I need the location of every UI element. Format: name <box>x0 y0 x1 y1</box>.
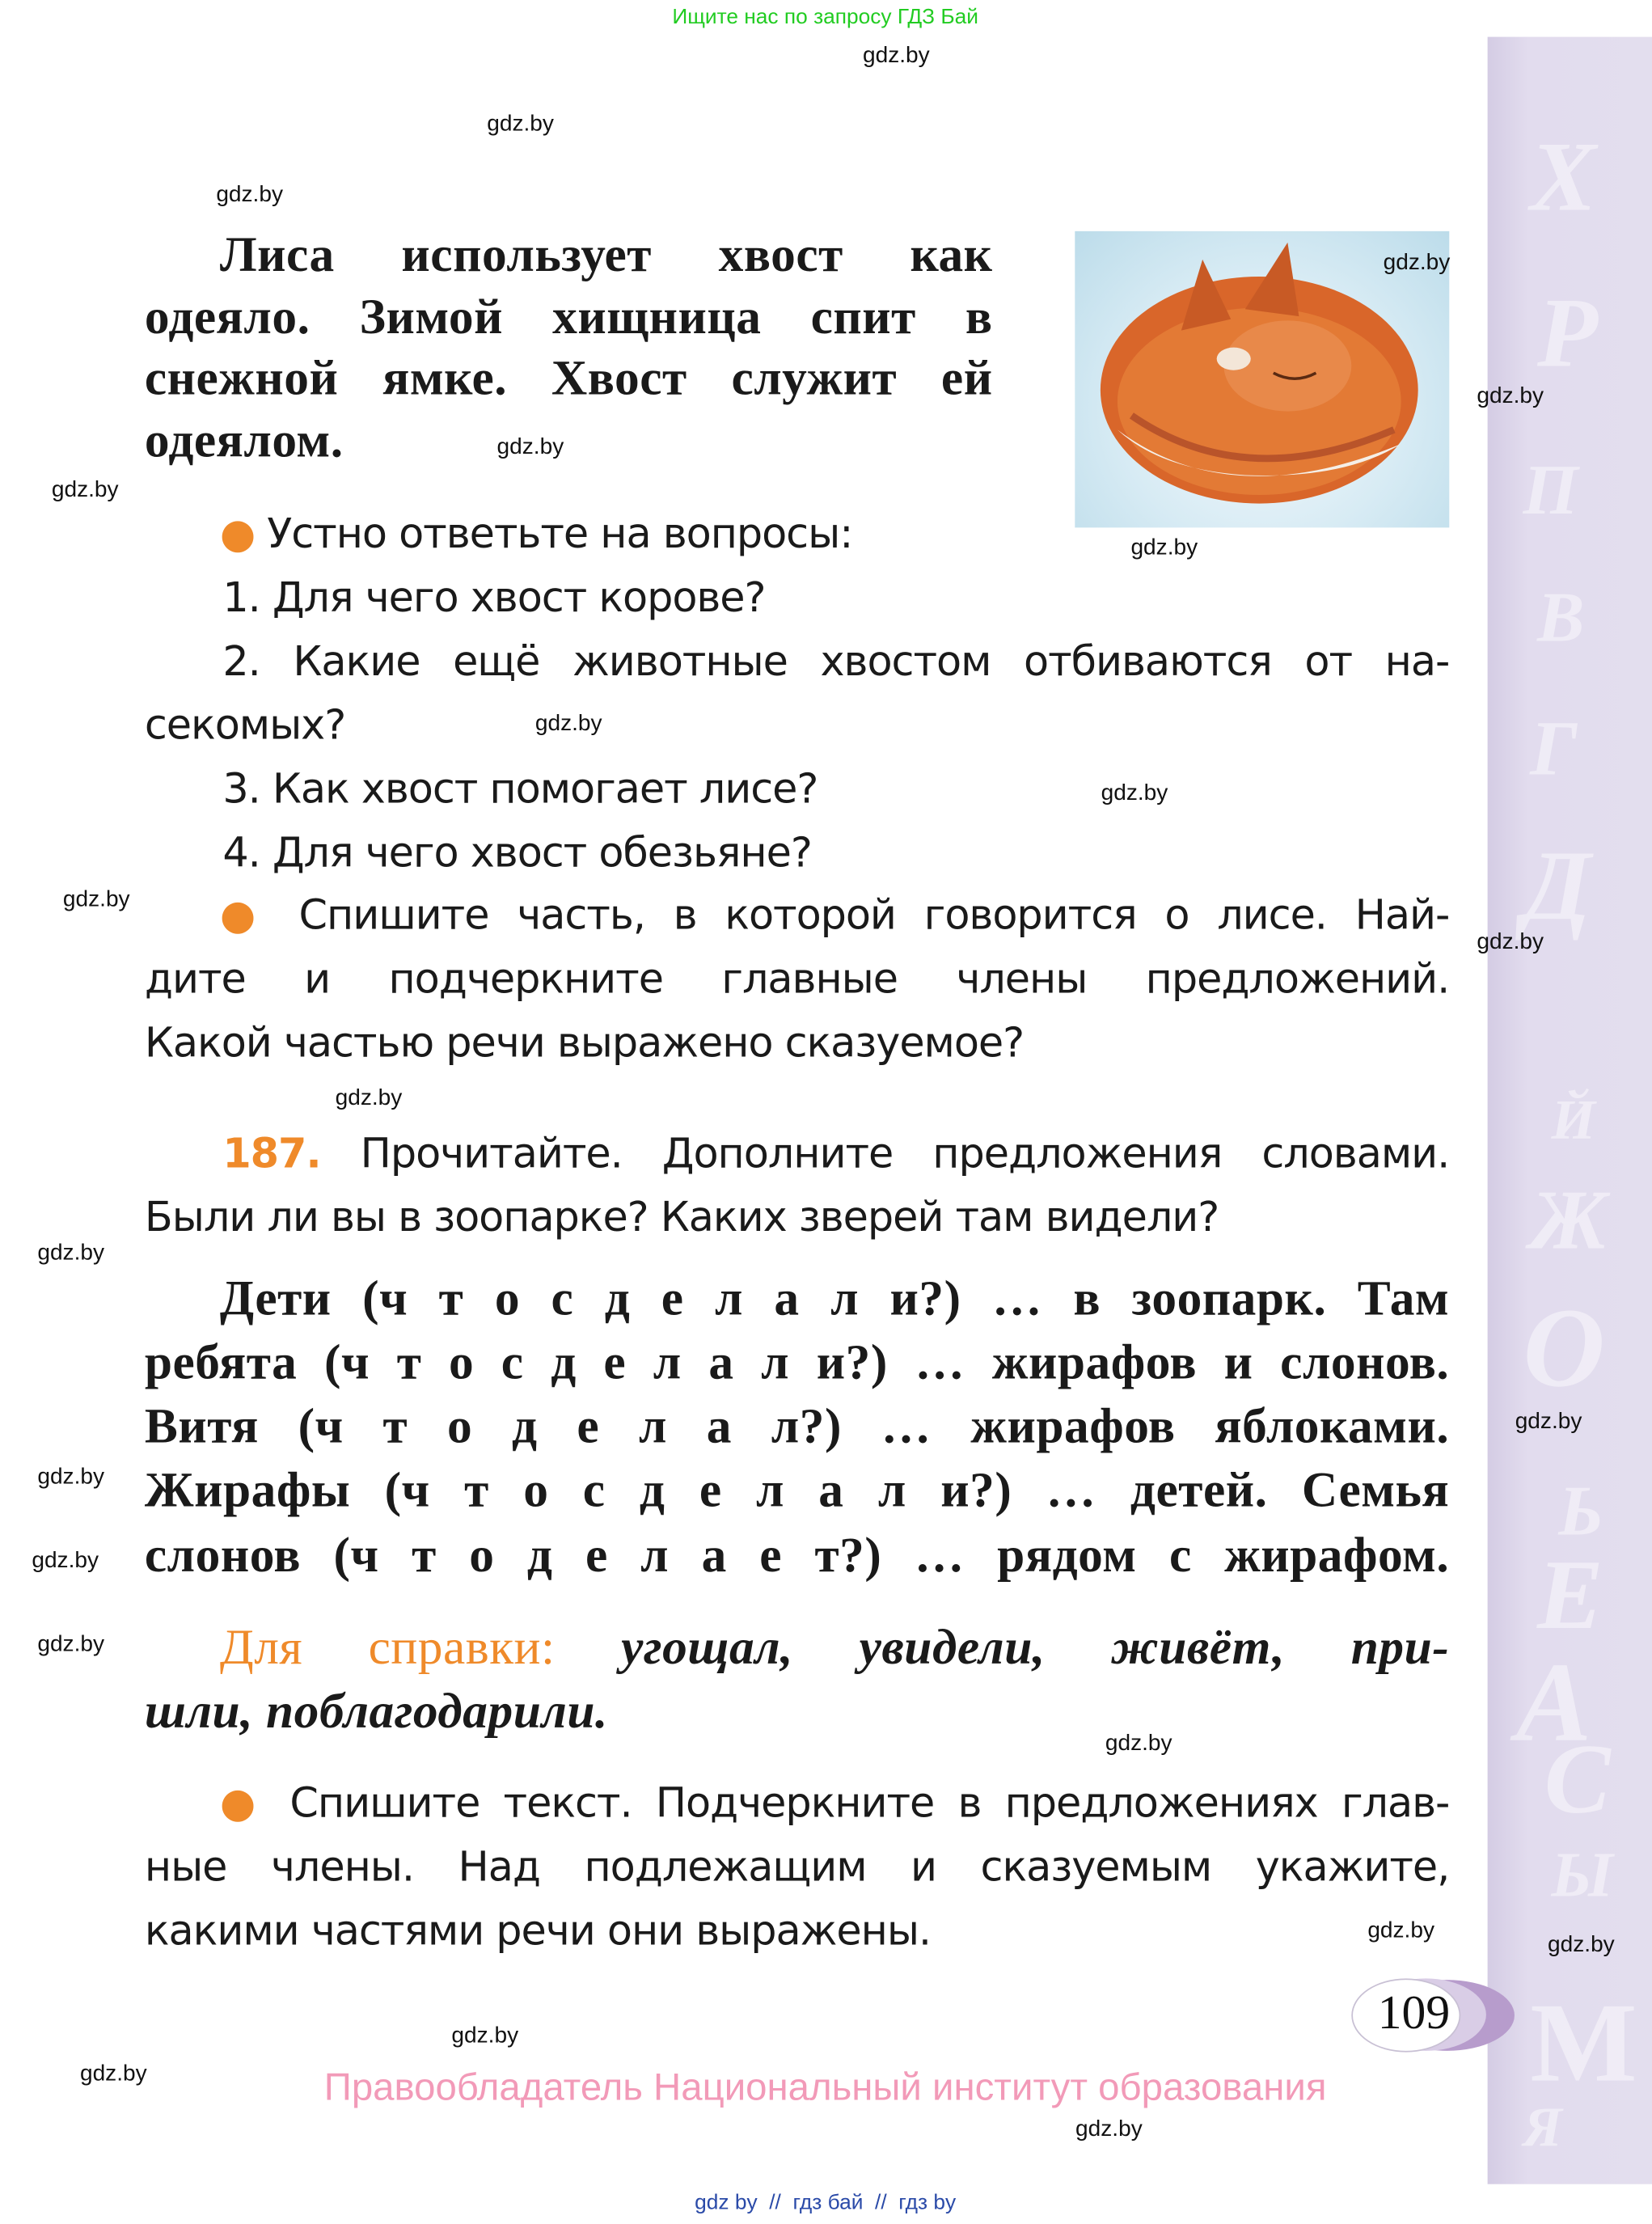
side-letter: Д <box>1523 832 1591 942</box>
bullet-icon: ● <box>219 890 299 939</box>
exercise-instruction-2: Были ли вы в зоопарке? Каких зверей там видели? <box>144 1192 1219 1241</box>
side-letter: О <box>1523 1286 1605 1411</box>
exercise-task-line-1 <box>220 1770 1449 1836</box>
copyright-notice: Правообладатель Национальный институт образования <box>323 2065 1327 2108</box>
side-letter: Г <box>1530 704 1578 792</box>
side-letter: Я <box>1523 2095 1562 2159</box>
task1-text: дите и подчеркните главные члены предложений. <box>144 954 1450 1003</box>
exercise-text-line <box>145 1523 1449 1588</box>
side-letter: Р <box>1537 279 1599 389</box>
reference-words: угощал, увидели, живёт, при- <box>621 1619 1450 1676</box>
decorative-alphabet-sidebar <box>1488 37 1652 2184</box>
exercise-text-line-3: Витя (ч т о д е л а л?) … жирафов яблоками. <box>144 1398 1450 1454</box>
side-letter: Е <box>1537 1541 1603 1651</box>
exercise-text-line <box>145 1394 1449 1460</box>
sleeping-fox-illustration <box>1075 231 1449 528</box>
reference-line-2: шли, поблагодарили. <box>144 1683 608 1740</box>
side-letter: Х <box>1530 123 1597 233</box>
exercise-text-line <box>220 1266 1449 1332</box>
watermark: gdz.by <box>335 1086 403 1111</box>
exercise-text-line-2: ребята (ч т о с д е л а л и?) … жирафов и слонов. <box>144 1334 1450 1390</box>
exercise-task-line-2 <box>145 1834 1449 1900</box>
question-4: 4. Для чего хвост обезьяне? <box>222 828 812 877</box>
question-3: 3. Как хвост помогает лисе? <box>222 764 818 813</box>
task1-text: Спишите часть, в которой говорится о лисе. Най- <box>298 890 1450 939</box>
watermark: gdz.by <box>863 44 930 69</box>
exercise-text-line-4: Жирафы (ч т о с д е л а л и?) … детей. Семья <box>144 1462 1450 1518</box>
question-2 <box>222 628 1449 694</box>
watermark: gdz.by <box>1515 1410 1582 1434</box>
side-letter: Ь <box>1558 1470 1603 1550</box>
watermark: gdz.by <box>1477 930 1544 955</box>
reference-label: Для справки: <box>219 1619 556 1676</box>
side-letter: С <box>1544 1726 1611 1836</box>
watermark: gdz.by <box>1383 251 1451 276</box>
exercise-text-line <box>145 1330 1449 1396</box>
fox-text-line <box>145 285 993 350</box>
watermark: gdz.by <box>62 887 130 912</box>
watermark: gdz.by <box>1367 1918 1434 1943</box>
exercise-task-text: Спишите текст. Подчеркните в предложениях глав- <box>289 1778 1450 1827</box>
exercise-instruction-text: Прочитайте. Дополните предложения словами. <box>360 1128 1450 1178</box>
watermark: gdz.by <box>1101 781 1168 806</box>
watermark: gdz.by <box>79 2061 147 2087</box>
exercise-text-line <box>145 1458 1449 1524</box>
watermark: gdz.by <box>37 1465 105 1490</box>
watermark: gdz.by <box>496 435 564 460</box>
watermark: gdz.by <box>37 1632 105 1657</box>
watermark: gdz.by <box>534 712 602 737</box>
exercise-task-line-3: какими частями речи они выражены. <box>144 1905 932 1955</box>
questions-intro-text: Устно ответьте на вопросы: <box>267 509 853 558</box>
task1-line-3: Какой частью речи выражено сказуемое? <box>144 1018 1025 1067</box>
side-letter: В <box>1537 577 1585 657</box>
fox-text-line <box>220 222 993 288</box>
watermark: gdz.by <box>1075 2117 1143 2142</box>
watermark: gdz.by <box>37 1241 105 1266</box>
fox-icon <box>1075 231 1449 528</box>
task1-line-1 <box>220 882 1449 948</box>
page-number-badge <box>1351 1977 1519 2054</box>
side-letter: Ж <box>1530 1173 1608 1267</box>
watermark: gdz.by <box>1105 1731 1172 1757</box>
footer-links[interactable]: gdz by // гдз бай // гдз by <box>695 2190 957 2215</box>
page-number: 109 <box>1377 1986 1451 2040</box>
watermark: gdz.by <box>487 112 554 137</box>
watermark: gdz.by <box>1548 1933 1615 1958</box>
watermark: gdz.by <box>1130 535 1198 560</box>
side-letter: Ы <box>1551 1839 1614 1911</box>
watermark: gdz.by <box>1477 384 1544 409</box>
watermark: gdz.by <box>32 1549 99 1573</box>
exercise-text-line-5: слонов (ч т о д е л а е т?) … рядом с жирафом. <box>144 1527 1450 1583</box>
exercise-task-text: ные члены. Над подлежащим и сказуемым укажите, <box>144 1842 1450 1891</box>
task1-line-2 <box>145 946 1449 1012</box>
reference-line-1 <box>220 1615 1449 1681</box>
question-1: 1. Для чего хвост корове? <box>222 573 766 622</box>
side-letter: П <box>1523 449 1578 530</box>
watermark: gdz.by <box>216 183 283 208</box>
exercise-text-line-1: Дети (ч т о с д е л а л и?) … в зоопарк. Там <box>219 1271 1450 1326</box>
exercise-number: 187. <box>222 1128 321 1178</box>
question-2-text: 2. Какие ещё животные хвостом отбиваются от на- <box>222 636 1450 686</box>
fox-text-line <box>145 346 993 412</box>
fox-text-line-2: одеяло. Зимой хищница спит в <box>144 289 993 345</box>
question-2-cont: секомых? <box>144 700 346 749</box>
questions-intro <box>220 501 852 566</box>
bullet-icon: ● <box>219 509 268 558</box>
exercise-instruction-1 <box>222 1120 1449 1186</box>
bullet-icon: ● <box>219 1778 290 1827</box>
side-letter: А <box>1515 1641 1592 1766</box>
watermark: gdz.by <box>451 2023 519 2049</box>
fox-text-line-1: Лиса использует хвост как <box>219 226 993 282</box>
side-letter: Й <box>1551 1088 1596 1152</box>
side-letter: М <box>1530 1981 1637 2107</box>
fox-text-line-4: одеялом. <box>144 412 344 468</box>
watermark: gdz.by <box>51 477 119 502</box>
fox-text-line-3: снежной ямке. Хвост служит ей <box>144 350 993 406</box>
search-hint: Ищите нас по запросу ГДЗ Бай <box>672 5 978 29</box>
